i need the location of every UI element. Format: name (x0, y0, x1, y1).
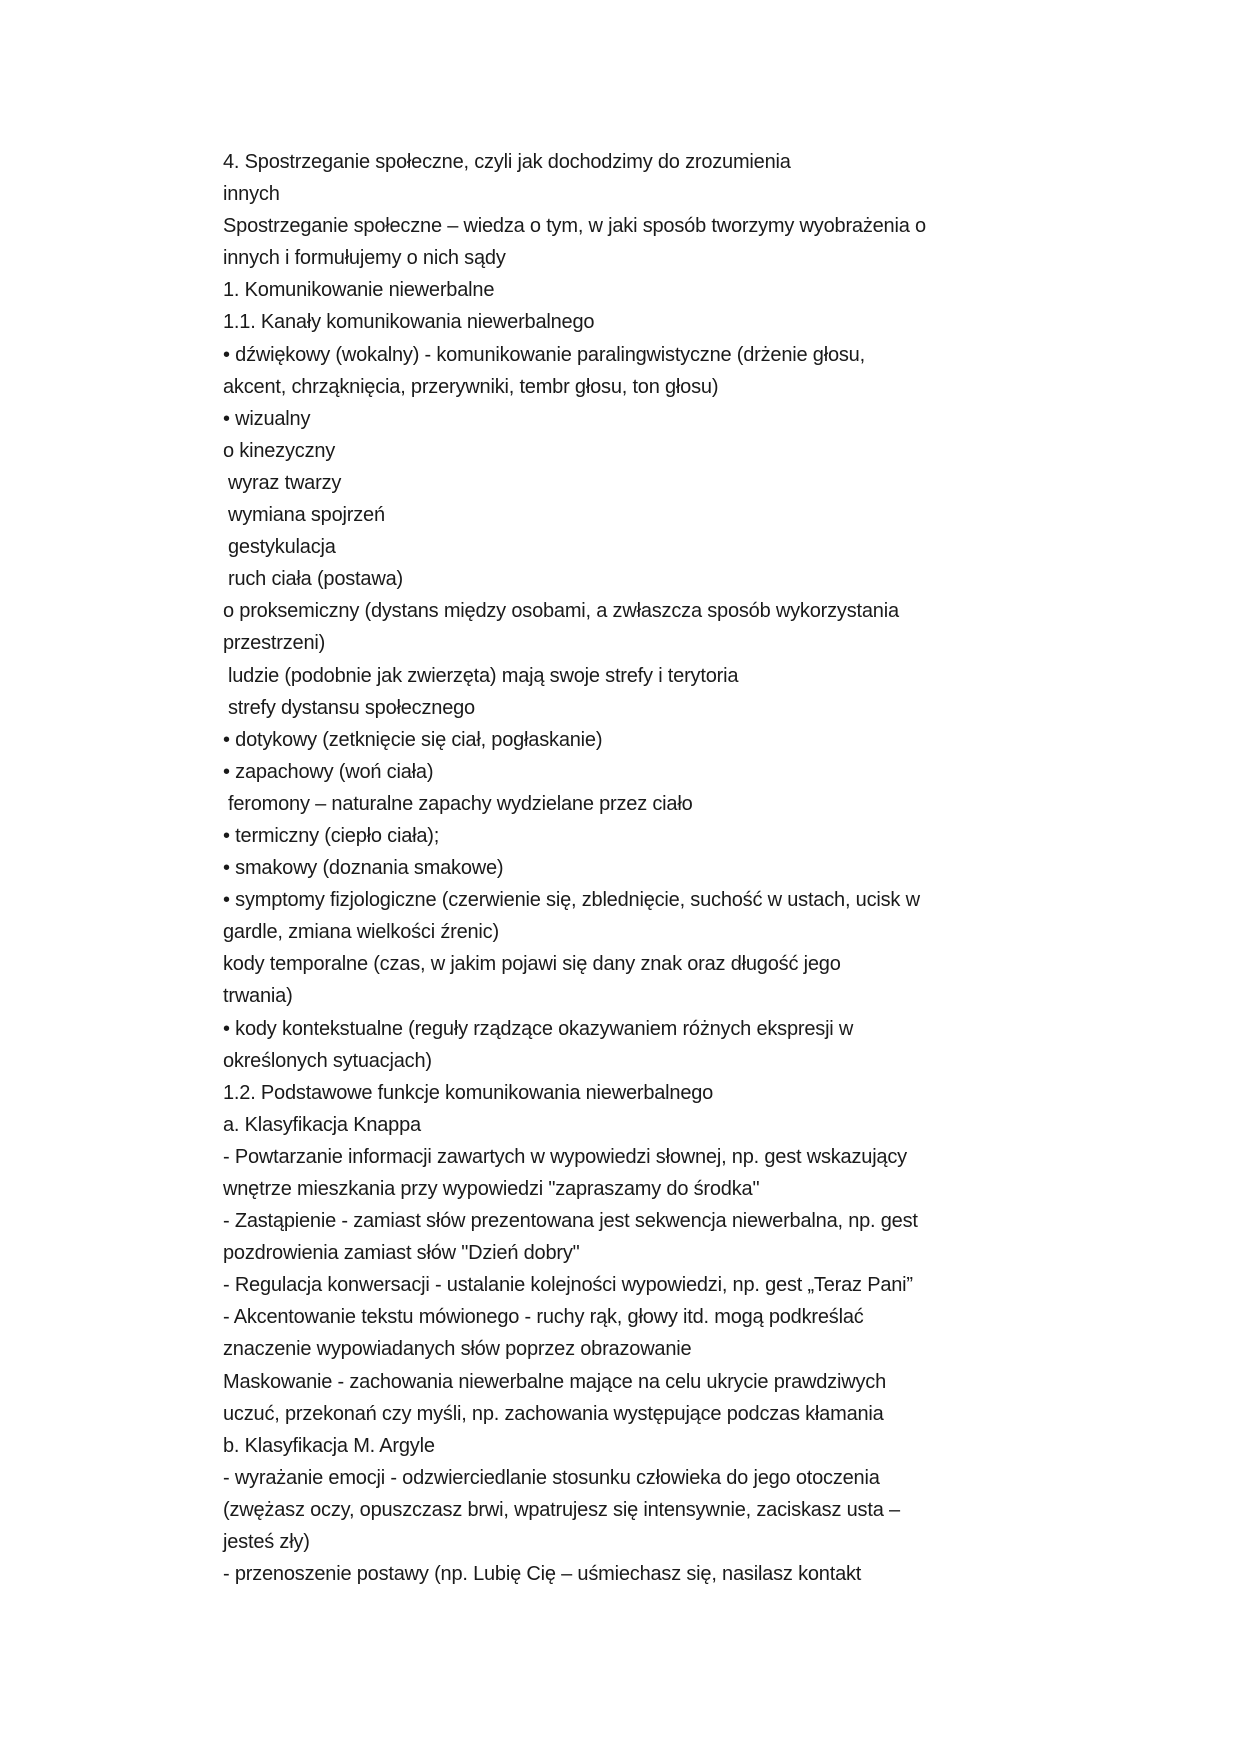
text-line: Spostrzeganie społeczne – wiedza o tym, w jaki sposób tworzymy wyobrażenia o (223, 215, 926, 238)
list-item: - Zastąpienie - zamiast słów prezentowana jest sekwencja niewerbalna, np. gest (223, 1210, 918, 1233)
list-item: - Regulacja konwersacji - ustalanie kolejności wypowiedzi, np. gest „Teraz Pani” (223, 1274, 913, 1297)
sub-sub-list-item: feromony – naturalne zapachy wydzielane przez ciało (228, 792, 693, 815)
sub-sub-list-item: wymiana spojrzeń (228, 504, 385, 527)
text-line: Maskowanie - zachowania niewerbalne mające na celu ukrycie prawdziwych (223, 1370, 886, 1393)
text-line: jesteś zły) (223, 1531, 310, 1554)
text-line: trwania) (223, 985, 293, 1008)
list-item: • dźwiękowy (wokalny) - komunikowanie paralingwistyczne (drżenie głosu, (223, 343, 865, 366)
text-line: innych i formułujemy o nich sądy (223, 247, 506, 270)
heading-section-1: 1. Komunikowanie niewerbalne (223, 279, 495, 302)
list-item: • termiczny (ciepło ciała); (223, 824, 440, 847)
list-item: - Akcentowanie tekstu mówionego - ruchy rąk, głowy itd. mogą podkreślać (223, 1306, 864, 1329)
heading-knapp: a. Klasyfikacja Knappa (223, 1113, 421, 1136)
heading-section-4: 4. Spostrzeganie społeczne, czyli jak dochodzimy do zrozumienia (223, 151, 791, 173)
list-item: • dotykowy (zetknięcie się ciał, pogłaskanie) (223, 728, 603, 751)
text-line: gardle, zmiana wielkości źrenic) (223, 921, 499, 944)
sub-sub-list-item: gestykulacja (228, 536, 336, 559)
sub-sub-list-item: wyraz twarzy (228, 471, 342, 494)
sub-sub-list-item: strefy dystansu społecznego (228, 696, 475, 719)
document-body (223, 146, 1003, 1590)
text-line: kody temporalne (czas, w jakim pojawi się dany znak oraz długość jego (223, 953, 841, 976)
text-line: pozdrowienia zamiast słów "Dzień dobry" (223, 1242, 580, 1265)
text-line: wnętrze mieszkania przy wypowiedzi "zapraszamy do środka" (223, 1178, 760, 1200)
list-item: - wyrażanie emocji - odzwierciedlanie stosunku człowieka do jego otoczenia (223, 1466, 880, 1489)
text-line: znaczenie wypowiadanych słów poprzez obrazowanie (223, 1338, 692, 1361)
text-line: akcent, chrząknięcia, przerywniki, tembr głosu, ton głosu) (223, 375, 719, 398)
list-item: • smakowy (doznania smakowe) (223, 857, 504, 880)
sub-sub-list-item: ludzie (podobnie jak zwierzęta) mają swoje strefy i terytoria (228, 664, 739, 687)
sub-list-item: o kinezyczny (223, 439, 336, 462)
list-item: - Powtarzanie informacji zawartych w wypowiedzi słownej, np. gest wskazujący (223, 1145, 907, 1168)
text-line: określonych sytuacjach) (223, 1049, 432, 1072)
list-item: • kody kontekstualne (reguły rządzące okazywaniem różnych ekspresji w (223, 1017, 854, 1040)
text-line: przestrzeni) (223, 632, 326, 655)
heading-section-1-1: 1.1. Kanały komunikowania niewerbalnego (223, 311, 595, 334)
heading-section-1-2: 1.2. Podstawowe funkcje komunikowania niewerbalnego (223, 1081, 714, 1104)
list-item: • zapachowy (woń ciała) (223, 760, 434, 783)
list-item: • wizualny (223, 407, 311, 430)
text-line: uczuć, przekonań czy myśli, np. zachowania występujące podczas kłamania (223, 1402, 884, 1425)
text-line: innych (223, 183, 280, 206)
sub-sub-list-item: ruch ciała (postawa) (228, 568, 403, 591)
sub-list-item: o proksemiczny (dystans między osobami, a zwłaszcza sposób wykorzystania (223, 600, 899, 623)
heading-argyle: b. Klasyfikacja M. Argyle (223, 1434, 435, 1457)
text-line: (zwężasz oczy, opuszczasz brwi, wpatrujesz się intensywnie, zaciskasz usta – (223, 1498, 900, 1521)
list-item: • symptomy fizjologiczne (czerwienie się, zblednięcie, suchość w ustach, ucisk w (223, 889, 920, 912)
list-item: - przenoszenie postawy (np. Lubię Cię – uśmiechasz się, nasilasz kontakt (223, 1563, 862, 1586)
